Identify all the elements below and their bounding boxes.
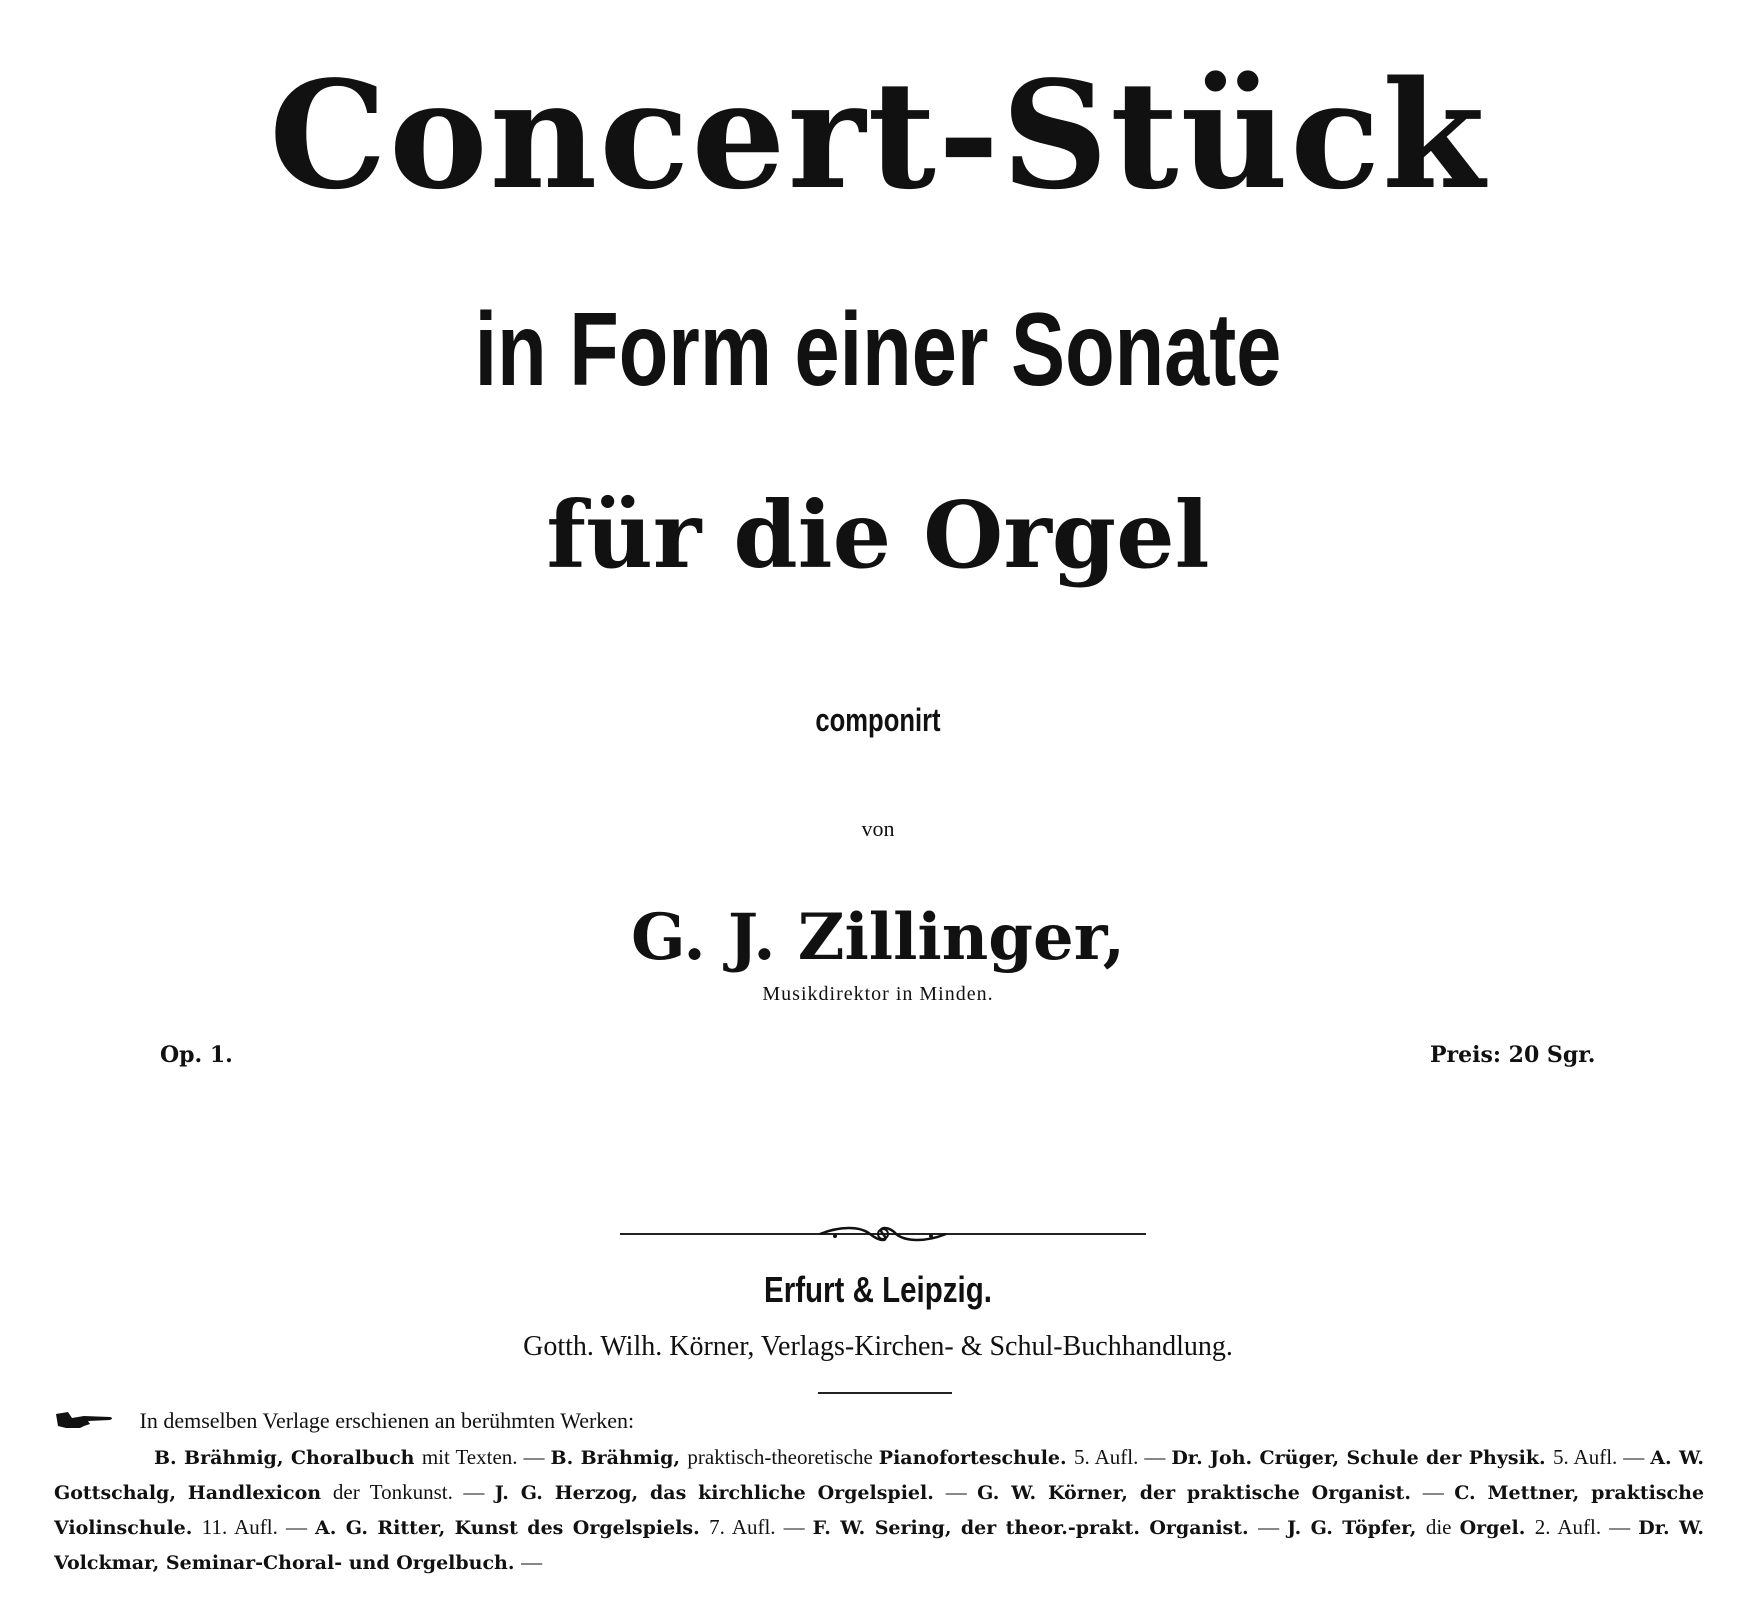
work-title: Orgel. bbox=[1459, 1517, 1535, 1539]
advertisement-intro-text: In demselben Verlage erschienen an berühmten Werken: bbox=[139, 1408, 635, 1433]
work-edition: 5. Aufl. — bbox=[1074, 1445, 1172, 1469]
advertised-work bbox=[495, 1480, 977, 1504]
composed-label: componirt bbox=[815, 702, 941, 738]
work-title: praktische Violinschule. bbox=[54, 1482, 1705, 1539]
work-title: Kunst des Orgelspiels. bbox=[454, 1517, 710, 1539]
work-title: Choralbuch bbox=[290, 1447, 422, 1469]
advertised-work bbox=[813, 1515, 1287, 1539]
composer-position: Musikdirektor in Minden. bbox=[762, 983, 994, 1005]
imprint-city: Erfurt & Leipzig. bbox=[764, 1269, 992, 1310]
work-edition: 2. Aufl. — bbox=[1534, 1515, 1639, 1539]
advertisement-intro bbox=[54, 1404, 1704, 1438]
work-author: A. G. Ritter, bbox=[315, 1517, 455, 1539]
work-edition: 5. Aufl. — bbox=[1552, 1445, 1651, 1469]
advertised-works-list bbox=[54, 1440, 1704, 1580]
by-label: von bbox=[861, 816, 895, 841]
work-edition: 11. Aufl. — bbox=[201, 1515, 315, 1539]
work-edition: mit Texten. — bbox=[421, 1445, 551, 1469]
divider bbox=[818, 1392, 952, 1394]
subtitle-instrument: für die Orgel bbox=[546, 481, 1210, 589]
opus-number: Op. 1. bbox=[160, 1042, 233, 1068]
work-edition: — bbox=[1422, 1480, 1455, 1504]
composer-name: G. J. Zillinger, bbox=[630, 900, 1126, 975]
main-title: Concert-Stück bbox=[269, 48, 1487, 222]
advertised-work bbox=[154, 1445, 551, 1469]
pointing-hand-icon bbox=[54, 1408, 116, 1432]
work-edition: — bbox=[945, 1480, 978, 1504]
advertised-work bbox=[1287, 1515, 1638, 1539]
advertised-work bbox=[977, 1480, 1454, 1504]
work-title: Schule der Physik. bbox=[1346, 1447, 1553, 1469]
work-author: A. W. Gottschalg, bbox=[54, 1447, 1705, 1504]
work-author: F. W. Sering, bbox=[812, 1517, 961, 1539]
ornament-divider-icon bbox=[620, 1222, 1146, 1246]
work-title: Handlexicon bbox=[187, 1482, 333, 1504]
work-title: das kirchliche Orgelspiel. bbox=[649, 1482, 946, 1504]
work-edition: der Tonkunst. — bbox=[332, 1480, 495, 1504]
imprint-publisher: Gotth. Wilh. Körner, Verlags-Kirchen- & Schul-Buchhandlung. bbox=[523, 1331, 1233, 1362]
work-author: J. G. Töpfer, bbox=[1287, 1517, 1426, 1539]
work-title: Seminar-Choral- und Orgelbuch. bbox=[165, 1552, 522, 1574]
work-edition: 7. Aufl. — bbox=[709, 1515, 813, 1539]
work-title: Pianoforteschule. bbox=[878, 1447, 1074, 1469]
work-author: B. Brähmig, bbox=[550, 1447, 688, 1469]
work-author: Dr. W. Volckmar, bbox=[54, 1517, 1705, 1574]
work-author: Dr. Joh. Crüger, bbox=[1171, 1447, 1347, 1469]
subtitle-form: in Form einer Sonate bbox=[474, 292, 1282, 408]
work-title: der praktische Organist. bbox=[1139, 1482, 1423, 1504]
work-author: J. G. Herzog, bbox=[494, 1482, 650, 1504]
work-edition: — bbox=[1258, 1515, 1288, 1539]
advertised-work bbox=[315, 1515, 813, 1539]
work-author: B. Brähmig, bbox=[154, 1447, 291, 1469]
work-author: G. W. Körner, bbox=[977, 1482, 1140, 1504]
work-edition: — bbox=[521, 1550, 543, 1574]
work-title: der theor.-prakt. Organist. bbox=[960, 1517, 1259, 1539]
work-prefix: die bbox=[1425, 1515, 1460, 1539]
advertised-work bbox=[551, 1445, 1172, 1469]
advertised-work bbox=[1171, 1445, 1650, 1469]
work-author: C. Mettner, bbox=[1454, 1482, 1592, 1504]
price: Preis: 20 Sgr. bbox=[1430, 1042, 1596, 1068]
work-prefix: praktisch-theoretische bbox=[687, 1445, 879, 1469]
